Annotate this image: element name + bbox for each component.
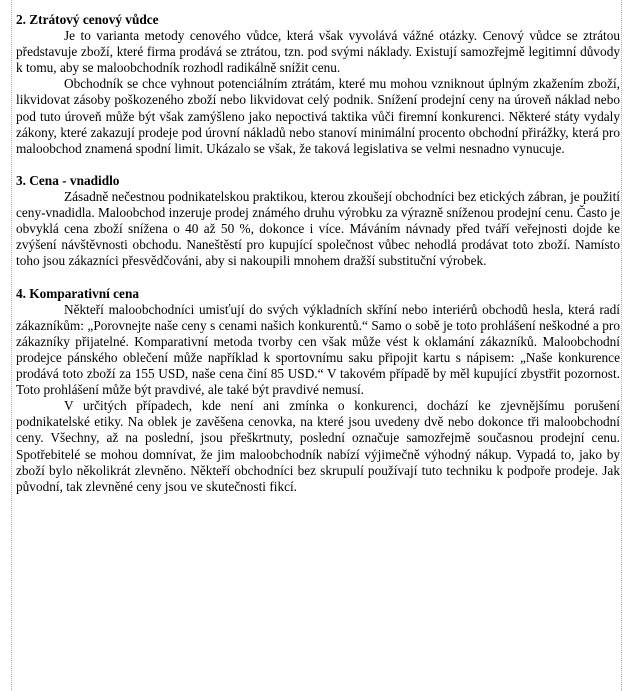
paragraph: Je to varianta metody cenového vůdce, která však vyvolává vážné otázky. Cenový vůdce se ztrátou představuje zboží, které firma prodává se ztrátou, tzn. pod svými náklady. Existují samozřejmě legitimní důvody k tomu, aby se maloobchodník rozhodl radikálně snížit cenu. (16, 28, 620, 76)
paragraph: Zásadně nečestnou podnikatelskou praktikou, kterou zkoušejí obchodníci bez etických zábran, je použití ceny-vnadidla. Maloobchod inzeruje prodej známého druhu výrobku za výrazně sníženou prodejní cenu. Často je obvyklá cena zboží snížena o 40 až 50 %, dokonce i více. Máváním návnady před tváří veřejnosti dojde ke zvýšení návštěvnosti obchodu. Naneštěstí pro kupující společnost vůbec nehodlá prodávat toto zboží. Namísto toho jsou zákazníci přesvědčováni, aby si nakoupili mnohem dražší substituční výrobek. (16, 189, 620, 269)
paragraph: Obchodník se chce vyhnout potenciálním ztrátám, které mu mohou vzniknout úplným zkažením zboží, likvidovat zásoby poškozeného zboží nebo likvidovat celý podnik. Snížení prodejní ceny na úroveň náklad nebo pod tuto úroveň může být však zamýšleno jako nepoctivá taktika vůči firemní konkurenci. Některé státy vydaly zákony, které zakazují prodeje pod úrovní nákladů nebo stanoví minimální procento obchodní přirážky, která pro maloobchod znamená spodní limit. Ukázalo se však, že taková legislativa se velmi nesnadno vynucuje. (16, 76, 620, 156)
section-bait-price (16, 173, 620, 270)
left-margin-guide (11, 0, 13, 691)
section-heading: 3. Cena - vnadidlo (16, 172, 120, 188)
section-heading: 2. Ztrátový cenový vůdce (16, 12, 159, 27)
section-comparative-price (16, 286, 620, 495)
paragraph: V určitých případech, kde není ani zmínka o konkurenci, dochází ke zjevnějšímu porušení podnikatelské etiky. Na oblek je zavěšena cenovka, na které jsou uvedeny dvě nebo dokonce tři maloobchodní ceny. Všechny, až na poslední, jsou přeškrtnuty, poslední označuje samozřejmě současnou prodejní cenu. Spotřebitelé se mohou domnívat, že jim maloobchodník nabízí výjimečně výhodný nákup. Vypadá to, jako by zboží bylo několikrát zlevněno. Někteří obchodníci bez skrupulí používají tuto techniku k podpoře prodeje. Jak původní, tak zlevněné ceny jsou ve skutečnosti fikcí. (16, 398, 620, 494)
paragraph: Někteří maloobchodníci umisťují do svých výkladních skříní nebo interiérů obchodů hesla, která radí zákazníkům: „Porovnejte naše ceny s cenami našich konkurentů.“ Samo o sobě je toto prohlášení neškodné a pro zákazníky přijatelné. Komparativní metoda tvorby cen však může vést k oklamání zákazníků. Maloobchodní prodejce pánského oblečení může například k sportovnímu saku připojit kartu s nápisem: „Naše konkurence prodává toto zboží za 155 USD, naše cena činí 85 USD.“ V takovém případě by měl kupující zbystřit pozornost. Toto prohlášení může být pravdivé, ale také být pravdivé nemusí. (16, 301, 620, 398)
right-margin-guide (621, 0, 623, 691)
section-loss-leader (16, 12, 620, 157)
section-spacer (16, 270, 620, 286)
section-spacer (16, 157, 620, 173)
section-heading: 4. Komparativní cena (16, 285, 139, 301)
document-body (16, 12, 620, 495)
